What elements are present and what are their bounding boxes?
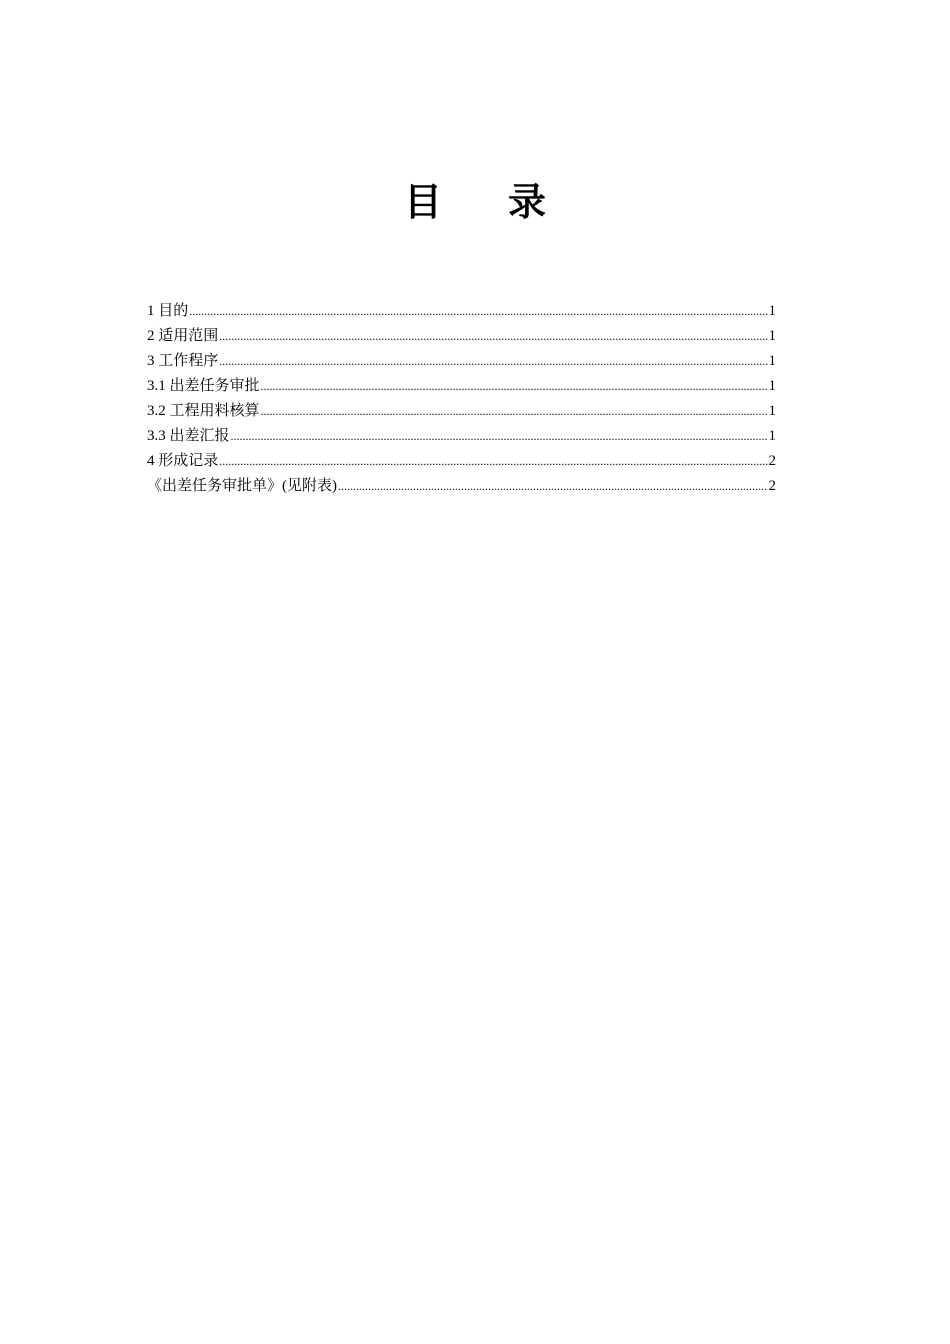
toc-dot-leader: [189, 299, 767, 324]
toc-entry-label: 3.1 出差任务审批: [147, 378, 260, 394]
toc-entry[interactable]: [147, 424, 776, 449]
toc-title-char-2: 录: [508, 180, 547, 224]
toc-title: [0, 176, 950, 228]
toc-entry-label: 《出差任务审批单》(见附表): [147, 478, 337, 494]
toc-entry-page: 1: [768, 328, 776, 344]
toc-dot-leader: [219, 324, 767, 349]
toc-dot-leader: [219, 349, 767, 374]
toc-entry-label: 3 工作程序: [147, 353, 219, 369]
toc-entry-label: 1 目的: [147, 303, 189, 319]
toc-entry[interactable]: [147, 374, 776, 399]
toc-entry[interactable]: [147, 349, 776, 374]
toc-entry-page: 1: [768, 353, 776, 369]
toc-entry-page: 1: [768, 378, 776, 394]
toc-dot-leader: [338, 474, 768, 499]
toc-entry[interactable]: [147, 399, 776, 424]
toc-dot-leader: [261, 399, 768, 424]
toc-entry-label: 4 形成记录: [147, 453, 219, 469]
toc-entry-label: 3.2 工程用料核算: [147, 403, 260, 419]
toc-dot-leader: [219, 449, 767, 474]
toc-entry-label: 3.3 出差汇报: [147, 428, 230, 444]
toc-dot-leader: [231, 424, 768, 449]
toc-entry-page: 1: [768, 403, 776, 419]
toc-entry-page: 1: [768, 303, 776, 319]
toc-title-char-1: 目: [403, 180, 442, 224]
toc-list: [147, 299, 776, 499]
toc-entry[interactable]: [147, 449, 776, 474]
toc-entry-label: 2 适用范围: [147, 328, 219, 344]
toc-dot-leader: [261, 374, 768, 399]
toc-entry[interactable]: [147, 474, 776, 499]
toc-entry[interactable]: [147, 299, 776, 324]
toc-entry-page: 2: [768, 453, 776, 469]
toc-entry-page: 1: [768, 428, 776, 444]
toc-entry[interactable]: [147, 324, 776, 349]
toc-entry-page: 2: [768, 478, 776, 494]
